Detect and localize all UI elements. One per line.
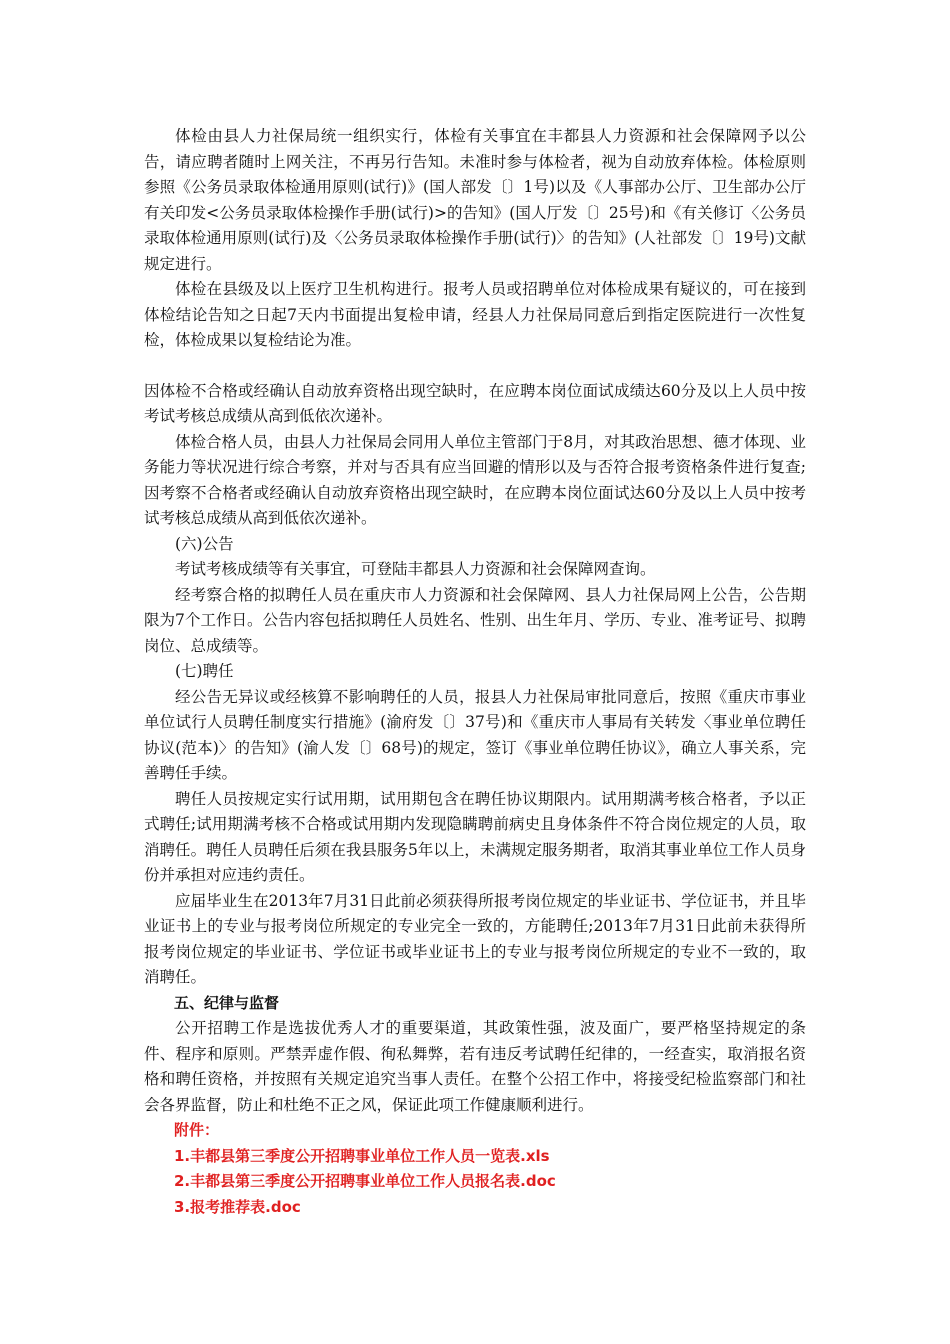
paragraph-inspection: 体检合格人员，由县人力社保局会同用人单位主管部门于8月，对其政治思想、德才体现、业务能力等状况进行综合考察，并对与否具有应当回避的情形以及与否符合报考资格条件进行复查;因考察不合格者或经确认自动放弃资格出现空缺时，在应聘本岗位面试达60分及以上人员中按考试考核总成绩从高到低依次递补。: [144, 432, 806, 527]
attachment-link-recommendation-form[interactable]: 3.报考推荐表.doc: [174, 1197, 301, 1216]
paragraph-graduate-requirements: 应届毕业生在2013年7月31日此前必须获得所报考岗位规定的毕业证书、学位证书，并且毕业证书上的专业与报考岗位所规定的专业完全一致的，方能聘任;2013年7月31日此前未获得所报考岗位规定的毕业证书、学位证书或毕业证书上的专业与报考岗位所规定的专业不一致的，取消聘任。: [144, 891, 806, 986]
paragraph-physical-exam-organization: 体检由县人力社保局统一组织实行，体检有关事宜在丰都县人力资源和社会保障网予以公告，请应聘者随时上网关注，不再另行告知。未准时参与体检者，视为自动放弃体检。体检原则参照《公务员录取体检通用原则(试行)》(国人部发〔〕1号)以及《人事部办公厅、卫生部办公厅有关印发<公务员录取体检操作手册(试行)>的告知》(国人厅发〔〕25号)和《有关修订〈公务员录取体检通用原则(试行)及〈公务员录取体检操作手册(试行)〉的告知》(人社部发〔〕19号)文献规定进行。: [144, 127, 806, 273]
document-page: [144, 124, 806, 1220]
attachment-link-position-list[interactable]: 1.丰都县第三季度公开招聘事业单位工作人员一览表.xls: [174, 1146, 550, 1165]
paragraph-announcement-period: 经考察合格的拟聘任人员在重庆市人力资源和社会保障网、县人力社保局网上公告，公告期限为7个工作日。公告内容包括拟聘任人员姓名、性别、出生年月、学历、专业、准考证号、拟聘岗位、总成绩等。: [144, 585, 806, 655]
paragraph-spacer: [144, 354, 806, 379]
attachments-label: 附件：: [174, 1121, 220, 1139]
paragraph-score-query: 考试考核成绩等有关事宜，可登陆丰都县人力资源和社会保障网查询。: [175, 560, 656, 578]
paragraph-vacancy-fill: 因体检不合格或经确认自动放弃资格出现空缺时，在应聘本岗位面试成绩达60分及以上人员中按考试考核总成绩从高到低依次递补。: [144, 381, 806, 425]
section-heading-announcement: (六)公告: [175, 534, 234, 553]
paragraph-physical-exam-recheck: 体检在县级及以上医疗卫生机构进行。报考人员或招聘单位对体检成果有疑议的，可在接到体检结论告知之日起7天内书面提出复检申请，经县人力社保局同意后到指定医院进行一次性复检，体检成果以复检结论为准。: [144, 280, 806, 349]
section-heading-appointment: (七)聘任: [175, 662, 234, 680]
paragraph-discipline-supervision: 公开招聘工作是选拔优秀人才的重要渠道，其政策性强，波及面广，要严格坚持规定的条件、程序和原则。严禁弄虚作假、徇私舞弊，若有违反考试聘任纪律的，一经查实，取消报名资格和聘任资格，并按照有关规定追究当事人责任。在整个公招工作中，将接受纪检监察部门和社会各界监督，防止和杜绝不正之风，保证此项工作健康顺利进行。: [144, 1019, 806, 1114]
paragraph-appointment-procedure: 经公告无异议或经核算不影响聘任的人员，报县人力社保局审批同意后，按照《重庆市事业单位试行人员聘任制度实行措施》(渝府发〔〕37号)和《重庆市人事局有关转发〈事业单位聘任协议(范本)〉的告知》(渝人发〔〕68号)的规定，签订《事业单位聘任协议》，确立人事关系，完善聘任手续。: [144, 687, 806, 782]
section-heading-discipline: 五、纪律与监督: [174, 993, 280, 1012]
attachment-link-registration-form[interactable]: 2.丰都县第三季度公开招聘事业单位工作人员报名表.doc: [174, 1172, 556, 1190]
paragraph-probation: 聘任人员按规定实行试用期，试用期包含在聘任协议期限内。试用期满考核合格者，予以正式聘任;试用期满考核不合格或试用期内发现隐瞒聘前病史且身体条件不符合岗位规定的人员，取消聘任。聘任人员聘任后须在我县服务5年以上，未满规定服务期者，取消其事业单位工作人员身份并承担对应违约责任。: [144, 789, 806, 884]
